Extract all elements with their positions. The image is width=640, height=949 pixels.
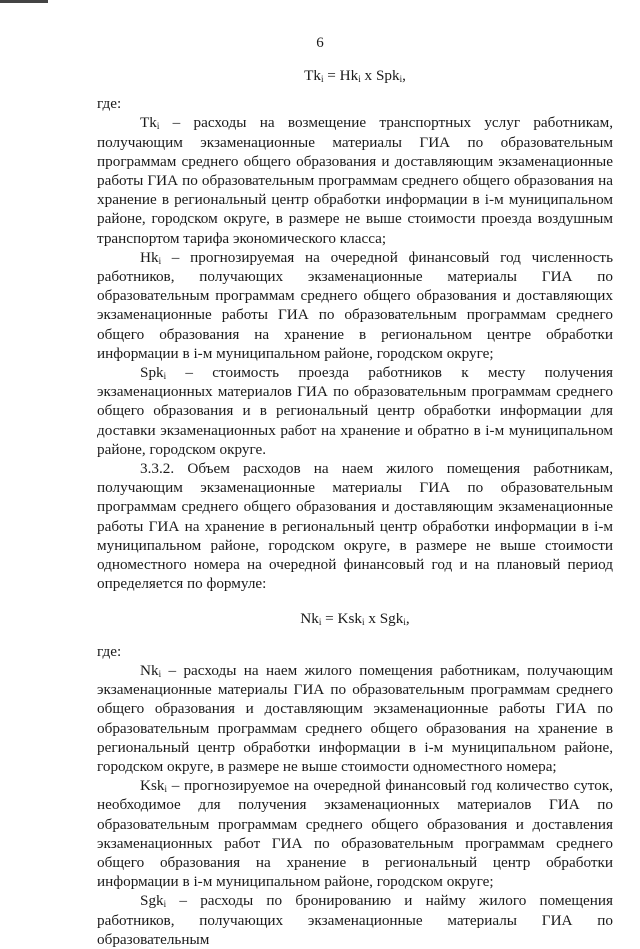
formula-symbol: Ksk	[337, 610, 363, 628]
section-paragraph-3-3-2: 3.3.2. Объем расходов на наем жилого помещения работникам, получающим экзаменационные материалы ГИА по образовательным программам среднего общего образования и доставляющим экзаменационные работы ГИА на хранение в региональный центр обработки информации в i-м муниципальном районе, городском округе, в размере не выше стоимости одноместного номера на очередной финансовый год и на плановый период определяется по формуле:	[97, 460, 613, 593]
where-label: где:	[97, 642, 122, 660]
definition-subscript: i	[158, 668, 162, 679]
definition-symbol: Tk	[140, 114, 157, 132]
formula-subscript: i	[403, 617, 406, 628]
definition-subscript: i	[163, 899, 167, 910]
definition-text: – прогнозируемая на очередной финансовый год численность работников, получающих экзаменационные материалы ГИА по образовательным программам среднего общего образования и доставляющих экзаменационные работы ГИА по образовательным программам среднего общего образования на хранение в региональном центре обработки информации в i-м муниципальном районе, городском округе;	[97, 248, 613, 362]
formula-punctuation: ,	[405, 610, 410, 628]
where-label: где:	[97, 95, 122, 113]
formula-symbol: Hk	[339, 67, 359, 84]
definition-text: – прогнозируемое на очередной финансовый год количество суток, необходимое для получения экзаменационных материалов ГИА по образовательным программам среднего общего образования и доставления экзаменационных работ ГИА по образовательным программам среднего общего образования на хранение в региональный центр обработки информации в i-м муниципальном районе, городском округе;	[97, 777, 613, 891]
formula-symbol: Sgk	[379, 610, 404, 628]
definition-paragraph	[97, 363, 613, 459]
formula-subscript: i	[358, 74, 361, 84]
formula-operator: =	[321, 610, 338, 628]
formula-symbol: Spk	[375, 67, 400, 84]
definition-paragraph	[97, 661, 613, 776]
formula-lodging	[97, 609, 613, 628]
definition-symbol: Spk	[140, 364, 164, 382]
definition-text: – стоимость проезда работников к месту получения экзаменационных материалов ГИА по образовательным программам среднего общего образования и в региональный центр обработки информации для доставки экзаменационных работ на хранение и обратно в i-м муниципальном районе, городском округе.	[97, 364, 613, 458]
formula-transport	[97, 66, 613, 85]
definition-text: – расходы по бронированию и найму жилого помещения работников, получающих экзаменационные материалы ГИА по образовательным	[97, 892, 613, 948]
formula-subscript: i	[320, 74, 324, 84]
definition-text: – расходы на наем жилого помещения работникам, получающим экзаменационные материалы ГИА по образовательным программам среднего общего образования и доставляющим экзаменационные работы ГИА по образовательным программам среднего общего образования на хранение в региональный центр обработки информации в i-м муниципальном районе, городском округе, в размере не выше стоимости одноместного номера;	[97, 661, 613, 775]
top-edge-mark	[0, 0, 48, 3]
formula-symbol: Tk	[304, 67, 321, 84]
document-body	[97, 66, 613, 949]
formula-subscript: i	[399, 74, 403, 84]
formula-symbol: Nk	[300, 610, 319, 628]
definition-subscript: i	[156, 121, 160, 132]
definition-paragraph	[97, 891, 613, 949]
definition-subscript: i	[163, 371, 167, 382]
definition-symbol: Nk	[140, 661, 159, 679]
definition-paragraph	[97, 113, 613, 247]
definition-subscript: i	[164, 784, 167, 795]
definition-paragraph	[97, 776, 613, 891]
formula-subscript: i	[318, 617, 322, 628]
formula-operator: =	[323, 67, 340, 84]
definition-symbol: Hk	[140, 248, 159, 266]
definition-paragraph	[97, 248, 613, 363]
definition-text: – расходы на возмещение транспортных услуг работникам, получающим экзаменационные материалы ГИА по образовательным программам среднего общего образования и доставляющим экзаменационные работы ГИА по образовательным программам среднего общего образования на хранение в региональный центр обработки информации в i-м муниципальном районе, городском округе, в размере не выше стоимости проезда воздушным транспортом тарифа экономического класса;	[97, 114, 613, 247]
formula-punctuation: ,	[402, 67, 406, 84]
formula-operator: x	[364, 610, 380, 628]
definition-subscript: i	[158, 255, 162, 266]
formula-subscript: i	[362, 617, 365, 628]
definition-symbol: Ksk	[140, 777, 165, 795]
formula-operator: x	[360, 67, 376, 84]
page-number: 6	[316, 35, 324, 51]
definition-symbol: Sgk	[140, 892, 164, 910]
